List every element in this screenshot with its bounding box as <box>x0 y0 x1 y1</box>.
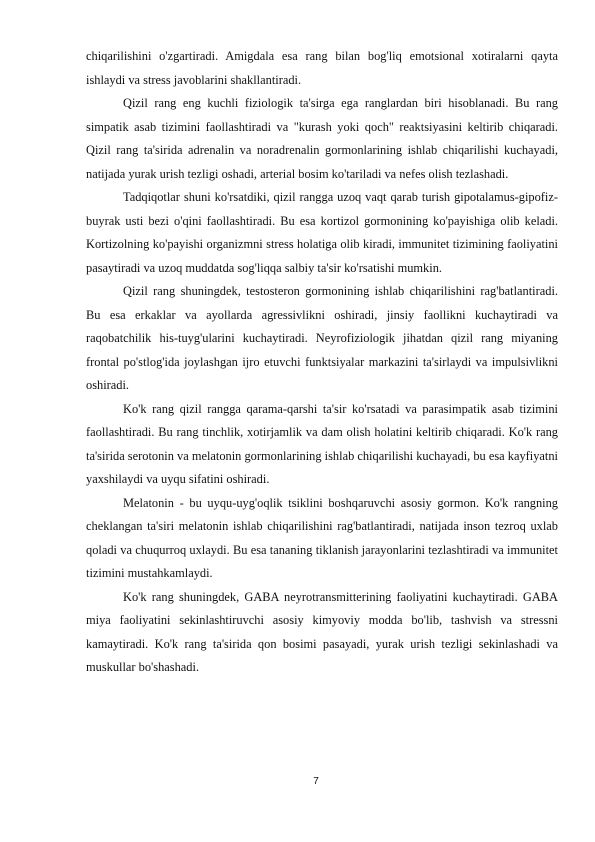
paragraph-continuation: chiqarilishini o'zgartiradi. Amigdala esa rang bilan bog'liq emotsional xotiralarni qayta ishlaydi va stress javoblarini shakllantiradi. <box>86 49 558 87</box>
paragraph-gaba: Ko'k rang shuningdek, GABA neyrotransmitterining faoliyatini kuchaytiradi. GABA miya faoliyatini sekinlashtiruvchi asosiy kimyoviy modda bo'lib, tashvish va stressni kamaytiradi. Ko'k rang ta'sirida qon bosimi pasayadi, yurak urish tezligi sekinlashadi va muskullar bo'shashadi. <box>86 589 558 674</box>
paragraph-blue-color-effect: Ko'k rang qizil rangga qarama-qarshi ta'sir ko'rsatadi va parasimpatik asab tizimini faollashtiradi. Bu rang tinchlik, xotirjamlik va dam olish holatini keltirib chiqaradi. Ko'k rang ta'sirida serotonin va melatonin gormonlarining ishlab chiqarilishi kuchayadi, bu esa kayfiyatni yaxshilaydi va uyqu sifatini oshiradi. <box>86 401 558 486</box>
paragraph-cortisol: Tadqiqotlar shuni ko'rsatdiki, qizil rangga uzoq vaqt qarab turish gipotalamus-gipofiz-buyrak usti bezi o'qini faollashtiradi. Bu esa kortizol gormonining ko'payishiga olib keladi. Kortizolning ko'payishi organizmni stress holatiga olib kiradi, immunitet tizimining faoliyatini pasaytiradi va uzoq muddatda sog'liqqa salbiy ta'sir ko'rsatishi mumkin. <box>86 190 558 275</box>
paragraph-melatonin: Melatonin - bu uyqu-uyg'oqlik tsiklini boshqaruvchi asosiy gormon. Ko'k rangning cheklangan ta'siri melatonin ishlab chiqarilishini rag'batlantiradi, natijada inson tezroq uxlab qoladi va chuqurroq uxlaydi. Bu esa tananing tiklanish jarayonlarini tezlashtiradi va immunitet tizimini mustahkamlaydi. <box>86 495 558 580</box>
document-body <box>86 45 558 680</box>
paragraph-red-color-physiology: Qizil rang eng kuchli fiziologik ta'sirga ega ranglardan biri hisoblanadi. Bu rang simpatik asab tizimini faollashtiradi va "kurash yoki qoch" reaktsiyasini keltirib chiqaradi. Qizil rang ta'sirida adrenalin va noradrenalin gormonlarining ishlab chiqarilishi kuchayadi, natijada yurak urish tezligi oshadi, arterial bosim ko'tariladi va nefes olish tezlashadi. <box>86 96 558 181</box>
paragraph-testosterone: Qizil rang shuningdek, testosteron gormonining ishlab chiqarilishini rag'batlantiradi. Bu esa erkaklar va ayollarda agressivlikni oshiradi, jinsiy faollikni kuchaytiradi va raqobatchilik his-tuyg'ularini kuchaytiradi. Neyrofiziologik jihatdan qizil rang miyaning frontal po'stlog'ida joylashgan ijro etuvchi funktsiyalar markazini ta'sirlaydi va impulsivlikni oshiradi. <box>86 284 558 392</box>
page-number: 7 <box>313 776 319 787</box>
